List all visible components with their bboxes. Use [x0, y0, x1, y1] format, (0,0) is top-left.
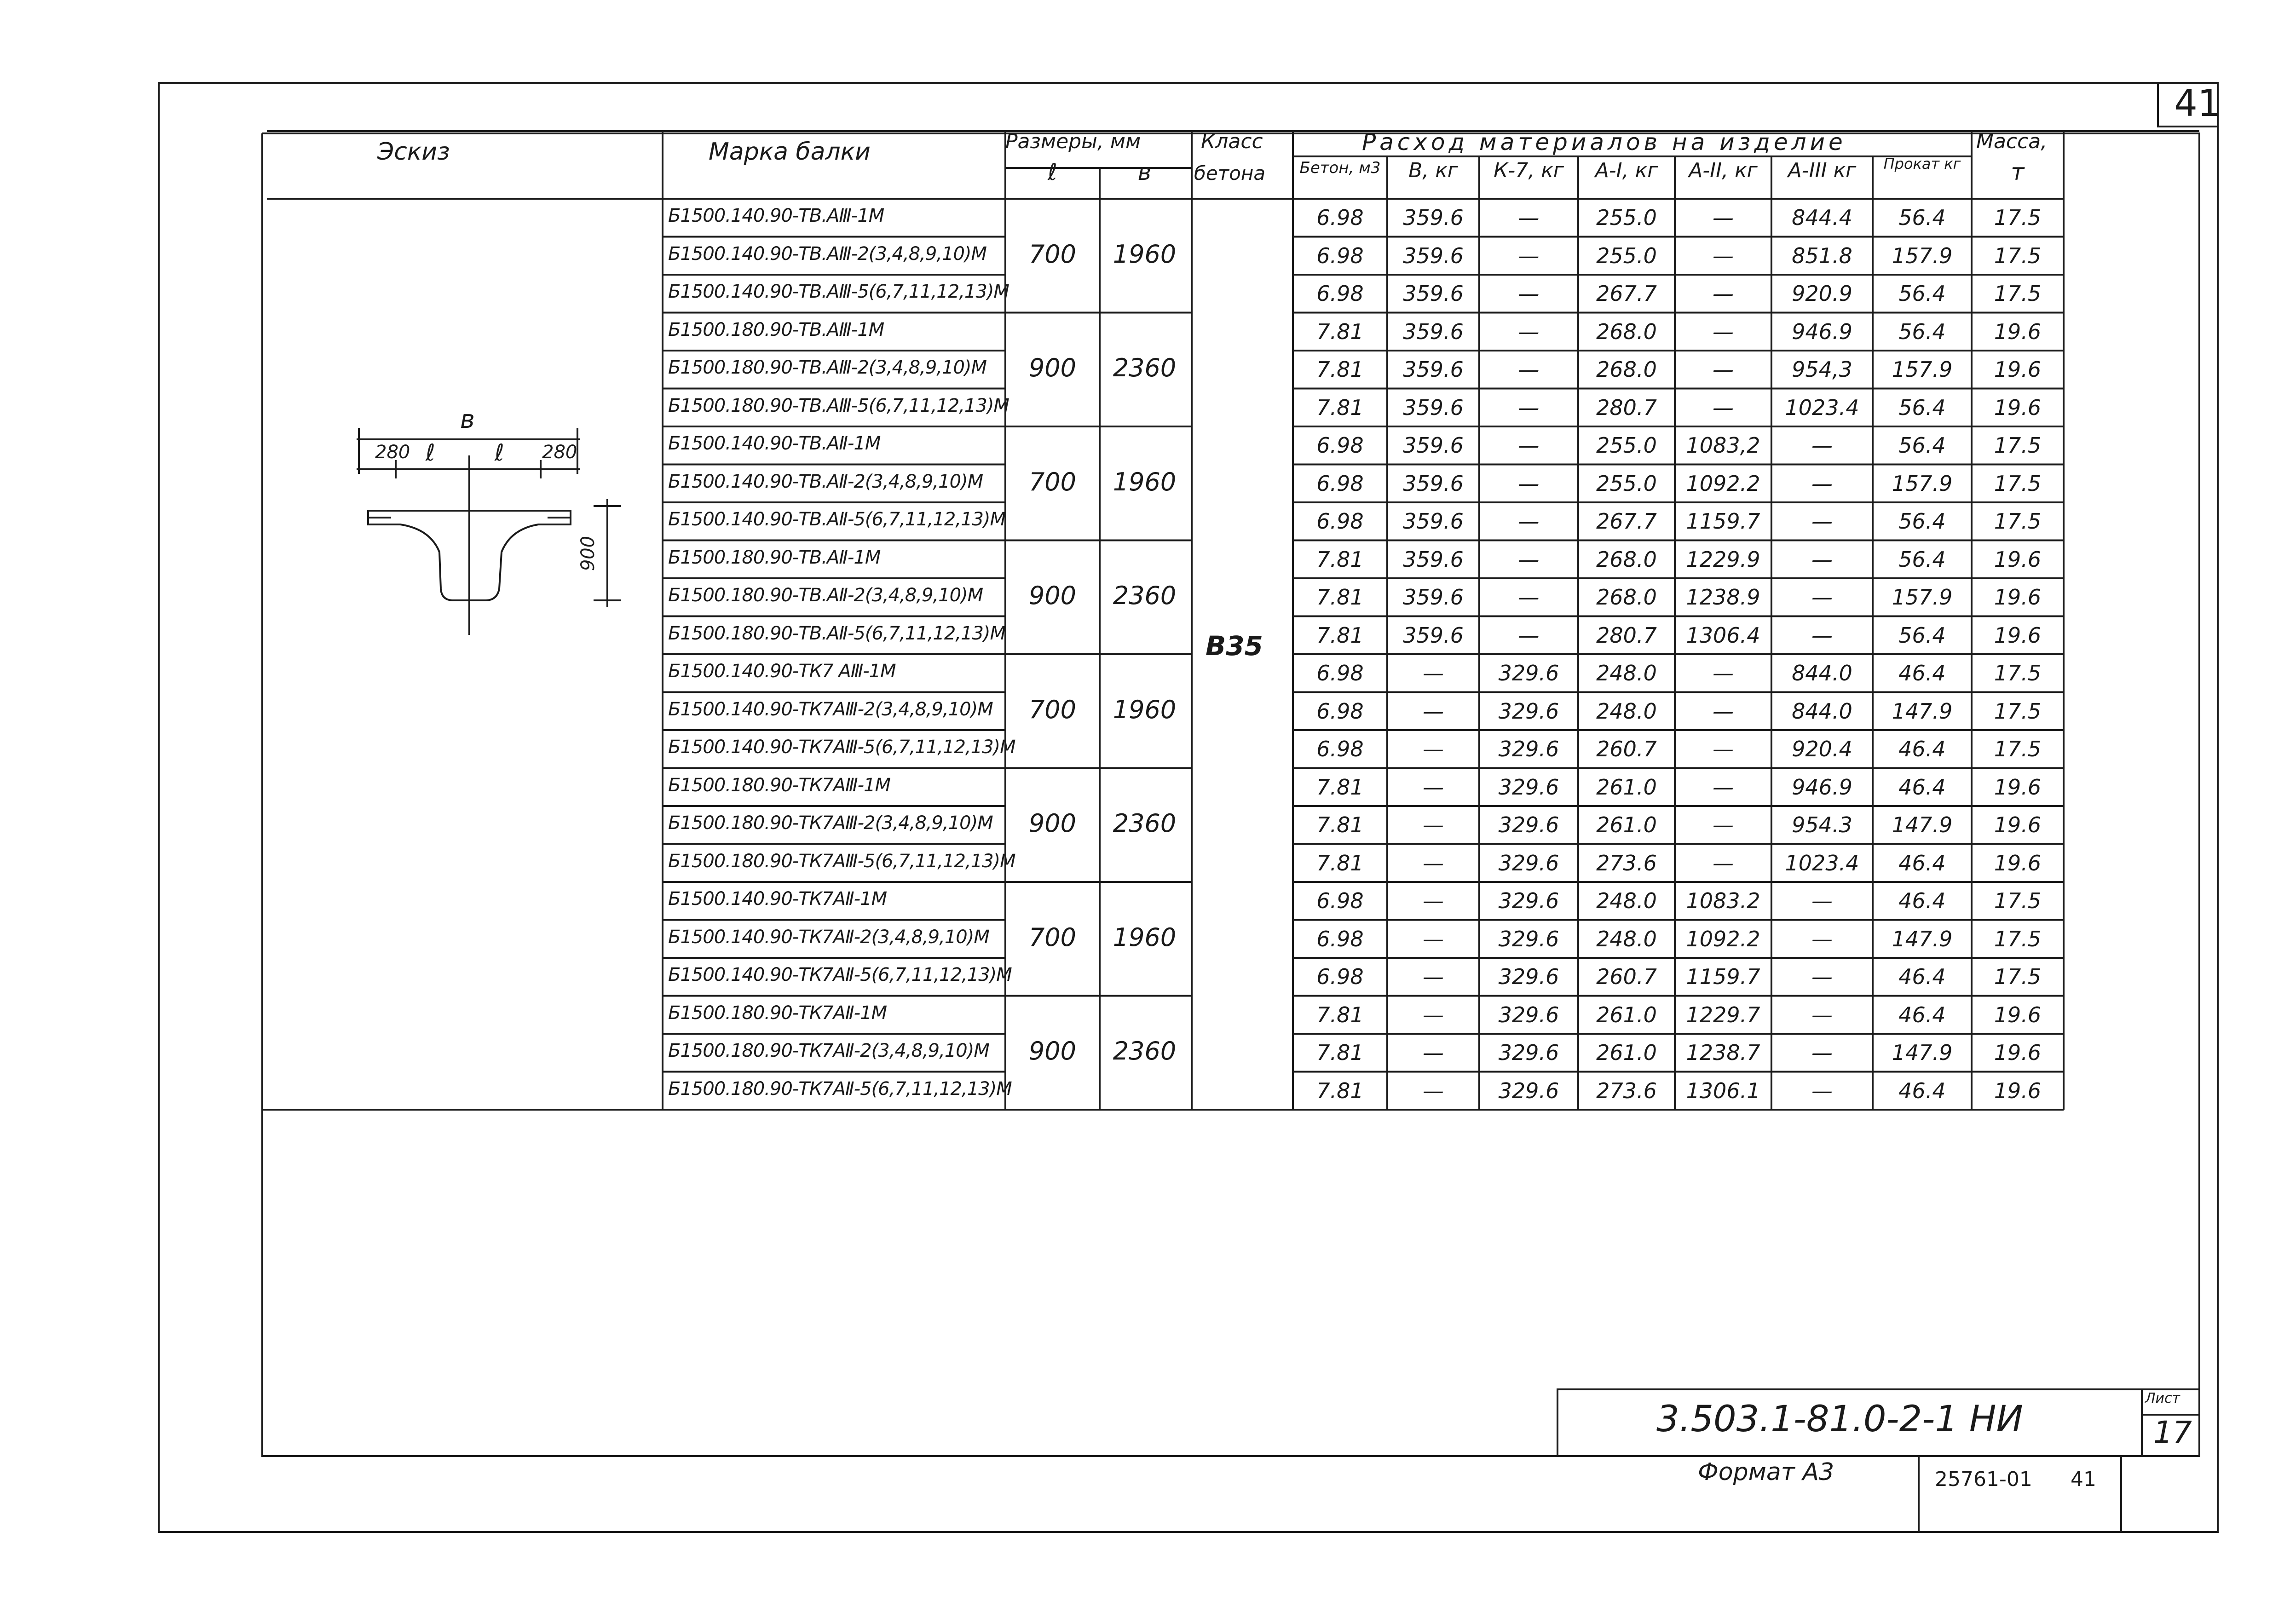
- cell-a2: —: [1713, 357, 1734, 382]
- cell-mark: Б1500.140.90-ТК7АⅢ-2(3,4,8,9,10)М: [668, 698, 993, 720]
- cell-a2: —: [1713, 774, 1734, 800]
- cell-beton: 6.98: [1316, 281, 1364, 306]
- cell-mark: Б1500.180.90-ТВ.АⅡ-2(3,4,8,9,10)М: [668, 585, 983, 606]
- cell-mark: Б1500.180.90-ТВ.АⅢ-5(6,7,11,12,13)М: [668, 395, 1009, 416]
- cell-a1: 248.0: [1596, 926, 1657, 951]
- cell-a3: 844.0: [1792, 698, 1852, 724]
- cell-mass: 17.5: [1994, 888, 2042, 913]
- cell-mark: Б1500.140.90-ТК7АⅢ-5(6,7,11,12,13)М: [668, 737, 1015, 758]
- cell-beton: 7.81: [1316, 774, 1364, 800]
- cell-beton: 7.81: [1316, 622, 1364, 648]
- cell-prokat: 157.9: [1892, 471, 1953, 496]
- cell-a3: 844.4: [1792, 205, 1852, 230]
- cell-a3: —: [1811, 1002, 1833, 1027]
- cell-prokat: 147.9: [1892, 698, 1953, 724]
- cell-a2: 1229.9: [1686, 547, 1760, 572]
- cell-beton: 6.98: [1316, 698, 1364, 724]
- cell-a3: 946.9: [1792, 774, 1852, 800]
- cell-v: 359.6: [1403, 509, 1464, 534]
- header-dim-b: в: [1137, 159, 1152, 185]
- group-dim-b: 2360: [1113, 809, 1177, 838]
- cell-a3: —: [1811, 585, 1833, 610]
- cell-v: —: [1423, 774, 1444, 800]
- cell-a2: 1229.7: [1686, 1002, 1760, 1027]
- archive-number: 25761-01: [1935, 1468, 2032, 1491]
- group-dim-l: 700: [1028, 467, 1077, 496]
- cell-prokat: 46.4: [1898, 774, 1946, 800]
- cell-mark: Б1500.180.90-ТВ.АⅢ-1М: [668, 319, 884, 340]
- cell-prokat: 46.4: [1898, 850, 1946, 875]
- sketch-label-280-right: 280: [542, 442, 577, 463]
- cell-prokat: 147.9: [1892, 926, 1953, 951]
- group-dim-b: 1960: [1113, 922, 1177, 952]
- cell-k7: 329.6: [1498, 661, 1559, 685]
- concrete-class: В35: [1206, 630, 1263, 662]
- cell-prokat: 46.4: [1898, 964, 1946, 989]
- group-dim-b: 1960: [1113, 467, 1177, 496]
- cell-v: —: [1423, 926, 1444, 951]
- cell-k7: —: [1518, 319, 1540, 344]
- sketch-label-l2: ℓ: [495, 439, 504, 466]
- document-code: 3.503.1-81.0-2-1 НИ: [1656, 1399, 2023, 1440]
- header-sketch: Эскиз: [377, 138, 450, 166]
- cell-beton: 6.98: [1316, 888, 1364, 913]
- cell-a1: 273.6: [1596, 850, 1657, 875]
- sketch-label-900: 900: [577, 536, 599, 571]
- cell-k7: 329.6: [1498, 812, 1559, 837]
- cell-a3: —: [1811, 471, 1833, 496]
- cell-a3: 851.8: [1792, 243, 1852, 268]
- cell-beton: 6.98: [1316, 205, 1364, 230]
- cell-mass: 19.6: [1994, 774, 2042, 800]
- cell-v: —: [1423, 850, 1444, 875]
- cell-mass: 17.5: [1994, 205, 2042, 230]
- cell-a3: 920.4: [1792, 737, 1852, 761]
- cell-v: —: [1423, 737, 1444, 761]
- cell-a3: 1023.4: [1785, 850, 1859, 875]
- cell-beton: 7.81: [1316, 1002, 1364, 1027]
- cell-k7: 329.6: [1498, 850, 1559, 875]
- cell-a1: 260.7: [1596, 737, 1657, 761]
- cell-mass: 19.6: [1994, 1002, 2042, 1027]
- cell-a2: 1083.2: [1686, 888, 1760, 913]
- cell-v: 359.6: [1403, 357, 1464, 382]
- cell-a2: 1083,2: [1686, 433, 1760, 458]
- cell-a1: 248.0: [1596, 888, 1657, 913]
- cell-prokat: 56.4: [1898, 395, 1946, 420]
- header-mass-2: т: [2011, 159, 2025, 185]
- cell-beton: 6.98: [1316, 243, 1364, 268]
- header-col-a1: А-I, кг: [1595, 159, 1658, 182]
- sketch-label-280-left: 280: [375, 442, 410, 463]
- cell-beton: 6.98: [1316, 964, 1364, 989]
- cell-beton: 7.81: [1316, 1078, 1364, 1103]
- cell-k7: 329.6: [1498, 888, 1559, 913]
- cell-a1: 268.0: [1596, 357, 1657, 382]
- cell-a3: —: [1811, 888, 1833, 913]
- cell-a1: 255.0: [1596, 243, 1657, 268]
- cell-a2: —: [1713, 737, 1734, 761]
- cell-v: 359.6: [1403, 281, 1464, 306]
- cell-mass: 17.5: [1994, 509, 2042, 534]
- group-dim-l: 700: [1028, 695, 1077, 724]
- cell-beton: 7.81: [1316, 585, 1364, 610]
- cell-a3: 920.9: [1792, 281, 1852, 306]
- cell-prokat: 147.9: [1892, 812, 1953, 837]
- group-dim-b: 1960: [1113, 239, 1177, 269]
- cell-a2: 1159.7: [1686, 509, 1760, 534]
- cell-a1: 255.0: [1596, 433, 1657, 458]
- cell-a3: —: [1811, 433, 1833, 458]
- header-col-beton: Бетон, м3: [1299, 159, 1381, 177]
- cell-k7: 329.6: [1498, 737, 1559, 761]
- cell-a1: 248.0: [1596, 698, 1657, 724]
- cell-v: —: [1423, 661, 1444, 685]
- cell-prokat: 46.4: [1898, 1002, 1946, 1027]
- cell-mark: Б1500.140.90-ТВ.АⅡ-5(6,7,11,12,13)М: [668, 509, 1006, 530]
- cell-mass: 19.6: [1994, 395, 2042, 420]
- cell-k7: 329.6: [1498, 1040, 1559, 1065]
- cell-mass: 17.5: [1994, 281, 2042, 306]
- cell-a3: —: [1811, 1078, 1833, 1103]
- cell-k7: 329.6: [1498, 964, 1559, 989]
- sheet-label: Лист: [2145, 1390, 2180, 1406]
- group-dim-b: 1960: [1113, 695, 1177, 724]
- cell-mass: 19.6: [1994, 1040, 2042, 1065]
- cell-a1: 268.0: [1596, 585, 1657, 610]
- group-dim-b: 2360: [1113, 581, 1177, 610]
- cell-mark: Б1500.140.90-ТВ.АⅡ-1М: [668, 433, 881, 454]
- cell-a1: 261.0: [1596, 774, 1657, 800]
- cell-a1: 267.7: [1596, 281, 1657, 306]
- cell-v: 359.6: [1403, 622, 1464, 648]
- cell-v: 359.6: [1403, 319, 1464, 344]
- cell-a1: 260.7: [1596, 964, 1657, 989]
- cell-a1: 255.0: [1596, 471, 1657, 496]
- cell-mass: 17.5: [1994, 737, 2042, 761]
- cell-v: 359.6: [1403, 433, 1464, 458]
- cell-a3: 946.9: [1792, 319, 1852, 344]
- cell-mark: Б1500.140.90-ТВ.АⅢ-2(3,4,8,9,10)М: [668, 243, 987, 265]
- cell-mass: 17.5: [1994, 698, 2042, 724]
- cell-k7: —: [1518, 205, 1540, 230]
- cell-a2: 1238.7: [1686, 1040, 1760, 1065]
- cell-a3: 954,3: [1792, 357, 1852, 382]
- cell-mass: 17.5: [1994, 964, 2042, 989]
- cell-a2: —: [1713, 698, 1734, 724]
- cell-a1: 280.7: [1596, 395, 1657, 420]
- cell-a2: 1159.7: [1686, 964, 1760, 989]
- cell-a2: —: [1713, 395, 1734, 420]
- cell-a2: —: [1713, 812, 1734, 837]
- group-dim-l: 900: [1028, 581, 1077, 610]
- cell-beton: 7.81: [1316, 812, 1364, 837]
- cell-k7: —: [1518, 243, 1540, 268]
- cell-k7: —: [1518, 395, 1540, 420]
- cell-beton: 6.98: [1316, 433, 1364, 458]
- cell-mark: Б1500.180.90-ТК7АⅡ-1М: [668, 1002, 887, 1024]
- cell-mass: 19.6: [1994, 622, 2042, 648]
- cell-mass: 19.6: [1994, 812, 2042, 837]
- cell-beton: 6.98: [1316, 471, 1364, 496]
- cell-a2: —: [1713, 205, 1734, 230]
- group-dim-l: 900: [1028, 1037, 1077, 1065]
- group-dim-l: 700: [1028, 239, 1077, 269]
- cell-v: 359.6: [1403, 585, 1464, 610]
- cell-prokat: 56.4: [1898, 319, 1946, 344]
- cell-beton: 6.98: [1316, 737, 1364, 761]
- cell-a1: 261.0: [1596, 812, 1657, 837]
- cell-k7: 329.6: [1498, 1002, 1559, 1027]
- cell-k7: —: [1518, 509, 1540, 534]
- group-dim-l: 900: [1028, 353, 1077, 382]
- cell-a1: 255.0: [1596, 205, 1657, 230]
- cell-a3: —: [1811, 509, 1833, 534]
- cell-k7: —: [1518, 433, 1540, 458]
- cell-prokat: 147.9: [1892, 1040, 1953, 1065]
- cell-a2: —: [1713, 850, 1734, 875]
- header-dim-l: ℓ: [1048, 159, 1057, 185]
- group-dim-b: 2360: [1113, 353, 1177, 382]
- cell-mark: Б1500.180.90-ТВ.АⅡ-1М: [668, 547, 881, 568]
- header-col-v: В, кг: [1408, 159, 1458, 182]
- cell-prokat: 46.4: [1898, 737, 1946, 761]
- cell-beton: 7.81: [1316, 319, 1364, 344]
- cell-a1: 248.0: [1596, 661, 1657, 685]
- header-col-a2: А-II, кг: [1689, 159, 1758, 182]
- cell-k7: —: [1518, 622, 1540, 648]
- cell-prokat: 56.4: [1898, 622, 1946, 648]
- cell-a3: —: [1811, 926, 1833, 951]
- header-dims: Размеры, мм: [1005, 130, 1141, 153]
- cell-mark: Б1500.180.90-ТК7АⅡ-2(3,4,8,9,10)М: [668, 1040, 989, 1061]
- cell-mark: Б1500.180.90-ТК7АⅡ-5(6,7,11,12,13)М: [668, 1078, 1012, 1100]
- cell-v: 359.6: [1403, 547, 1464, 572]
- cell-beton: 6.98: [1316, 661, 1364, 685]
- cell-v: 359.6: [1403, 205, 1464, 230]
- group-dim-l: 900: [1028, 809, 1077, 838]
- cell-v: —: [1423, 888, 1444, 913]
- cell-mark: Б1500.180.90-ТВ.АⅢ-2(3,4,8,9,10)М: [668, 357, 987, 378]
- cell-a1: 273.6: [1596, 1078, 1657, 1103]
- cell-k7: —: [1518, 357, 1540, 382]
- cell-a1: 280.7: [1596, 622, 1657, 648]
- format-label: Формат А3: [1698, 1458, 1834, 1486]
- cell-mark: Б1500.140.90-ТК7АⅡ-2(3,4,8,9,10)М: [668, 926, 989, 948]
- cell-mass: 17.5: [1994, 471, 2042, 496]
- cell-prokat: 56.4: [1898, 547, 1946, 572]
- cell-mark: Б1500.140.90-ТВ.АⅢ-1М: [668, 205, 884, 226]
- sheet-corner-number: 41: [2174, 82, 2221, 125]
- cell-v: —: [1423, 1002, 1444, 1027]
- cell-k7: 329.6: [1498, 926, 1559, 951]
- table-grid: [262, 131, 2199, 1110]
- cell-k7: 329.6: [1498, 698, 1559, 724]
- cell-mass: 19.6: [1994, 319, 2042, 344]
- cell-mark: Б1500.140.90-ТВ.АⅢ-5(6,7,11,12,13)М: [668, 281, 1009, 302]
- cell-prokat: 46.4: [1898, 661, 1946, 685]
- cell-k7: —: [1518, 471, 1540, 496]
- cell-a2: 1092.2: [1686, 471, 1760, 496]
- cell-a2: —: [1713, 319, 1734, 344]
- header-col-prokat: Прокат кг: [1883, 155, 1961, 173]
- header-class-1: Класс: [1201, 130, 1263, 153]
- cell-a3: —: [1811, 964, 1833, 989]
- cell-mark: Б1500.140.90-ТВ.АⅡ-2(3,4,8,9,10)М: [668, 471, 983, 492]
- cell-prokat: 46.4: [1898, 888, 1946, 913]
- cell-mass: 17.5: [1994, 926, 2042, 951]
- cell-mark: Б1500.180.90-ТК7АⅢ-1М: [668, 774, 890, 796]
- cell-v: —: [1423, 812, 1444, 837]
- cell-k7: —: [1518, 585, 1540, 610]
- cell-v: 359.6: [1403, 395, 1464, 420]
- cell-beton: 7.81: [1316, 547, 1364, 572]
- cell-a3: 954.3: [1792, 812, 1852, 837]
- cell-mass: 19.6: [1994, 547, 2042, 572]
- cell-beton: 6.98: [1316, 509, 1364, 534]
- cell-mark: Б1500.180.90-ТВ.АⅡ-5(6,7,11,12,13)М: [668, 622, 1006, 644]
- cell-prokat: 157.9: [1892, 357, 1953, 382]
- cell-v: —: [1423, 964, 1444, 989]
- group-dim-b: 2360: [1113, 1037, 1177, 1065]
- cell-v: 359.6: [1403, 471, 1464, 496]
- archive-page: 41: [2071, 1468, 2096, 1491]
- cell-k7: —: [1518, 547, 1540, 572]
- cell-mark: Б1500.140.90-ТК7АⅡ-5(6,7,11,12,13)М: [668, 964, 1012, 985]
- cell-prokat: 56.4: [1898, 433, 1946, 458]
- cell-k7: 329.6: [1498, 1078, 1559, 1103]
- header-mark: Марка балки: [709, 138, 871, 166]
- cell-a2: 1306.1: [1686, 1078, 1760, 1103]
- cell-mass: 17.5: [1994, 243, 2042, 268]
- cell-a2: 1092.2: [1686, 926, 1760, 951]
- cell-beton: 6.98: [1316, 926, 1364, 951]
- cell-a2: —: [1713, 243, 1734, 268]
- cell-a2: 1238.9: [1686, 585, 1760, 610]
- cell-a3: 844.0: [1792, 661, 1852, 685]
- cell-mass: 19.6: [1994, 850, 2042, 875]
- cell-beton: 7.81: [1316, 357, 1364, 382]
- cell-a2: 1306.4: [1686, 622, 1760, 648]
- sheet-number: 17: [2153, 1415, 2192, 1450]
- cell-a1: 261.0: [1596, 1002, 1657, 1027]
- cell-mass: 19.6: [1994, 585, 2042, 610]
- cell-a2: —: [1713, 661, 1734, 685]
- cell-a3: 1023.4: [1785, 395, 1859, 420]
- cell-a3: —: [1811, 622, 1833, 648]
- sketch-label-l1: ℓ: [426, 439, 435, 466]
- cell-mass: 17.5: [1994, 661, 2042, 685]
- cell-a1: 268.0: [1596, 547, 1657, 572]
- cell-a3: —: [1811, 1040, 1833, 1065]
- cell-v: —: [1423, 1078, 1444, 1103]
- cell-mark: Б1500.180.90-ТК7АⅢ-2(3,4,8,9,10)М: [668, 812, 993, 834]
- sketch-label-b: в: [460, 405, 475, 434]
- header-col-k7: К-7, кг: [1494, 159, 1564, 182]
- cell-mark: Б1500.140.90-ТК7 АⅢ-1М: [668, 661, 896, 682]
- cell-mark: Б1500.180.90-ТК7АⅢ-5(6,7,11,12,13)М: [668, 850, 1015, 872]
- header-col-a3: А-III кг: [1788, 159, 1857, 182]
- cell-v: 359.6: [1403, 243, 1464, 268]
- cell-prokat: 46.4: [1898, 1078, 1946, 1103]
- cell-a1: 267.7: [1596, 509, 1657, 534]
- cell-mass: 19.6: [1994, 357, 2042, 382]
- cell-mark: Б1500.140.90-ТК7АⅡ-1М: [668, 888, 887, 910]
- cell-prokat: 56.4: [1898, 281, 1946, 306]
- cell-v: —: [1423, 698, 1444, 724]
- cell-k7: —: [1518, 281, 1540, 306]
- header-materials: Расход материалов на изделие: [1362, 129, 1846, 155]
- cell-prokat: 56.4: [1898, 205, 1946, 230]
- header-class-2: бетона: [1194, 162, 1266, 184]
- cell-beton: 7.81: [1316, 395, 1364, 420]
- cell-v: —: [1423, 1040, 1444, 1065]
- cell-prokat: 56.4: [1898, 509, 1946, 534]
- header-mass-1: Масса,: [1976, 130, 2048, 153]
- cell-mass: 19.6: [1994, 1078, 2042, 1103]
- cell-beton: 7.81: [1316, 1040, 1364, 1065]
- cell-prokat: 157.9: [1892, 585, 1953, 610]
- cell-a2: —: [1713, 281, 1734, 306]
- cell-beton: 7.81: [1316, 850, 1364, 875]
- cell-prokat: 157.9: [1892, 243, 1953, 268]
- cell-k7: 329.6: [1498, 774, 1559, 800]
- cell-a1: 261.0: [1596, 1040, 1657, 1065]
- cell-mass: 17.5: [1994, 433, 2042, 458]
- cell-a1: 268.0: [1596, 319, 1657, 344]
- group-dim-l: 700: [1028, 922, 1077, 952]
- cell-a3: —: [1811, 547, 1833, 572]
